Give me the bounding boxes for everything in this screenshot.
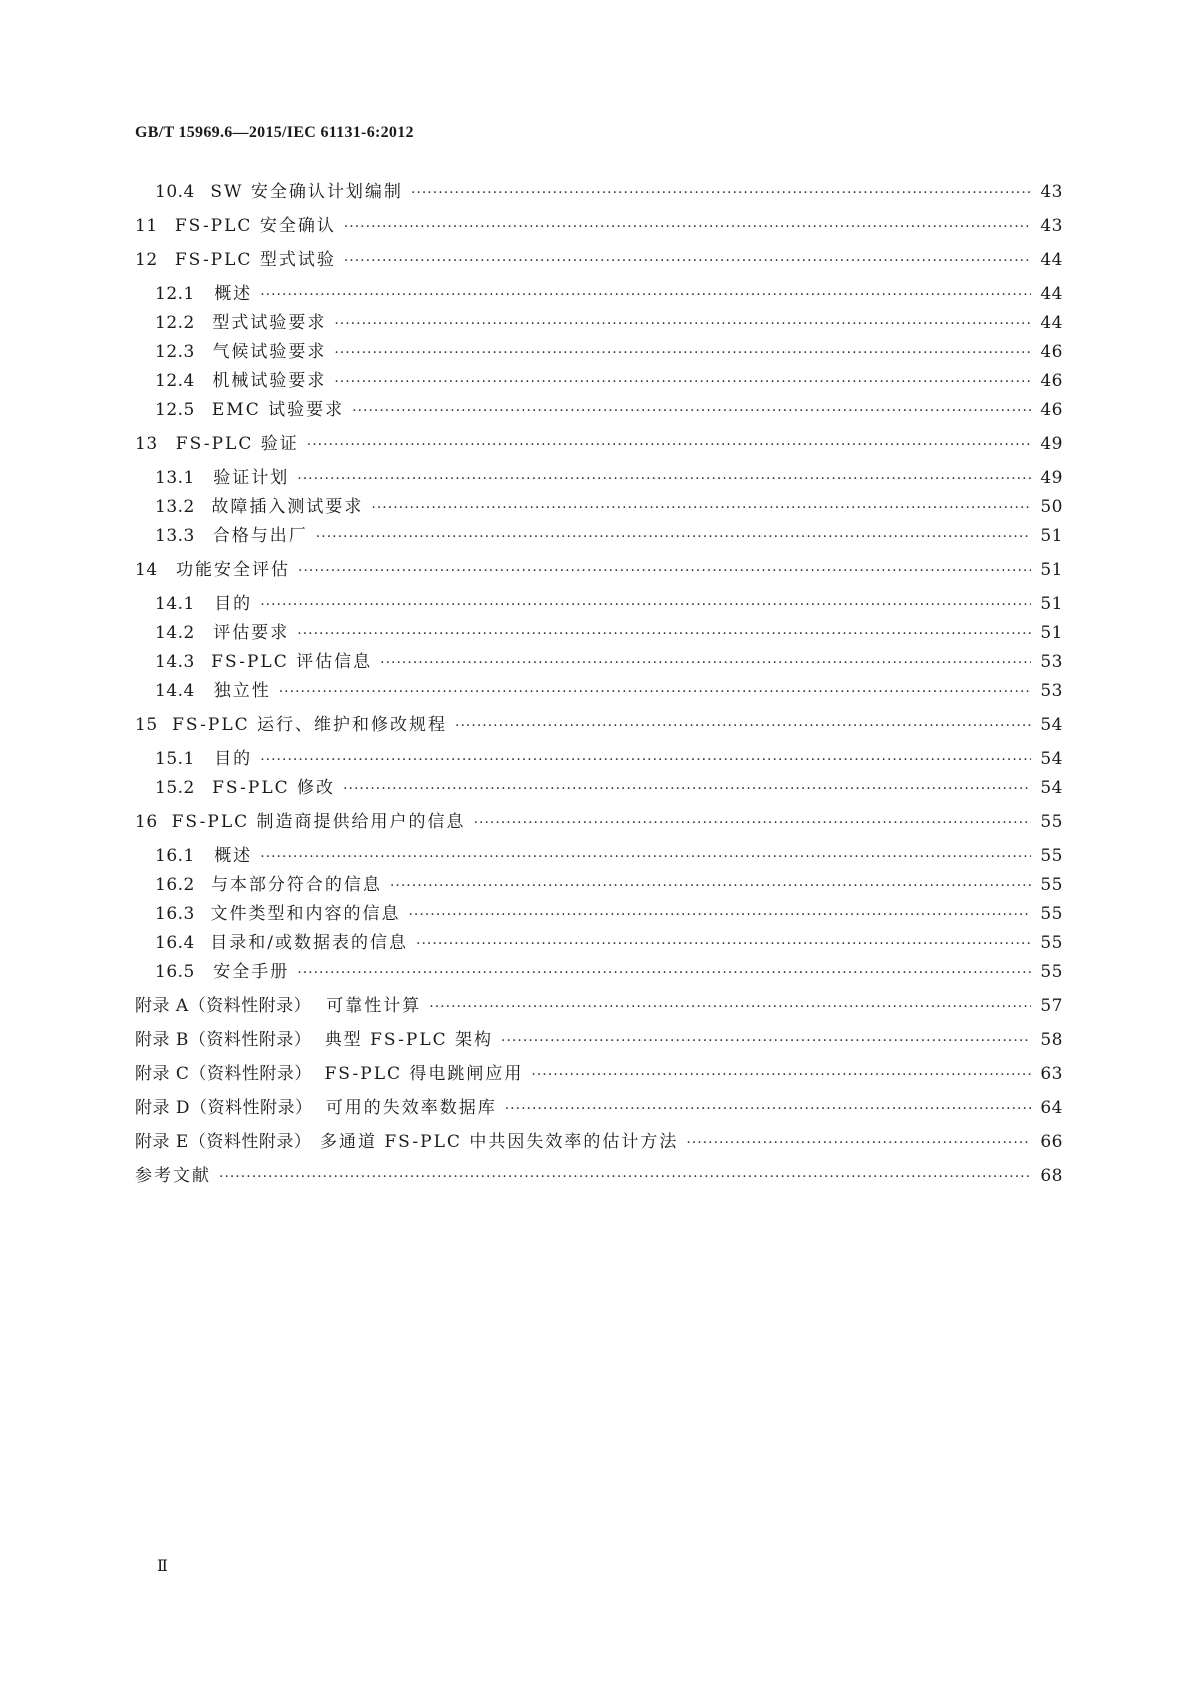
toc-entry-title: FS-PLC 型式试验	[174, 250, 336, 270]
toc-entry-title: 型式试验要求	[212, 313, 327, 333]
toc-entry-page: 54	[1040, 749, 1063, 769]
toc-entry-page: 55	[1040, 812, 1063, 832]
toc-entry-page: 55	[1040, 962, 1063, 982]
toc-entry[interactable]	[135, 1130, 1063, 1154]
toc-entry[interactable]	[135, 495, 1063, 519]
toc-leader-dots	[297, 961, 1031, 985]
toc-entry-page: 49	[1040, 468, 1063, 488]
toc-entry[interactable]	[135, 931, 1063, 955]
toc-entry-page: 53	[1040, 681, 1063, 701]
toc-entry-page: 53	[1040, 652, 1063, 672]
toc-entry-page: 55	[1040, 933, 1063, 953]
toc-entry-page: 46	[1040, 400, 1063, 420]
toc-entry-number: 14	[135, 560, 158, 580]
toc-entry-page: 51	[1040, 560, 1063, 580]
toc-entry-page: 49	[1040, 434, 1063, 454]
toc-entry-number: 12.2	[155, 313, 195, 333]
toc-entry-page: 51	[1040, 623, 1063, 643]
toc-entry-number: 15	[135, 715, 158, 735]
toc-entry-page: 55	[1040, 875, 1063, 895]
toc-leader-dots	[297, 622, 1031, 646]
toc-entry-page: 43	[1040, 182, 1063, 202]
toc-entry-page: 50	[1040, 497, 1063, 517]
toc-leader-dots	[260, 748, 1031, 772]
page-header-standard-id: GB/T 15969.6—2015/IEC 61131-6:2012	[135, 124, 414, 141]
toc-entry-title: 故障插入测试要求	[211, 497, 364, 517]
toc-entry-number: 13.3	[155, 526, 195, 546]
toc-entry[interactable]	[135, 1028, 1063, 1052]
page-number: Ⅱ	[157, 1558, 168, 1575]
toc-entry-number: 13.2	[155, 497, 195, 517]
toc-entry-number: 16.4	[155, 933, 195, 953]
toc-entry-title: 可用的失效率数据库	[325, 1098, 497, 1118]
toc-entry-title: FS-PLC 得电跳闸应用	[324, 1064, 524, 1084]
toc-entry[interactable]	[135, 776, 1063, 800]
toc-entry-page: 51	[1040, 594, 1063, 614]
toc-entry-number: 16.2	[155, 875, 195, 895]
toc-entry-title: 文件类型和内容的信息	[210, 904, 401, 924]
toc-entry-title: 合格与出厂	[212, 526, 308, 546]
toc-entry-number: 13.1	[155, 468, 195, 488]
toc-entry[interactable]	[135, 902, 1063, 926]
toc-entry-title: FS-PLC 安全确认	[174, 216, 336, 236]
toc-leader-dots	[501, 1029, 1031, 1053]
toc-entry-page: 51	[1040, 526, 1063, 546]
toc-entry-number: 附录 C（资料性附录）	[135, 1064, 312, 1084]
toc-entry-number: 12.1	[155, 284, 195, 304]
toc-entry-page: 44	[1040, 313, 1063, 333]
toc-entry-title: 目录和/或数据表的信息	[210, 933, 409, 953]
toc-entry-number: 11	[135, 216, 158, 236]
toc-leader-dots	[352, 399, 1031, 423]
toc-leader-dots	[279, 680, 1031, 704]
toc-entry-page: 43	[1040, 216, 1063, 236]
toc-leader-dots	[344, 249, 1031, 273]
toc-entry-page: 66	[1040, 1132, 1063, 1152]
toc-entry-title: 机械试验要求	[212, 371, 327, 391]
toc-entry[interactable]	[135, 282, 1063, 306]
toc-entry-title: 典型 FS-PLC 架构	[324, 1030, 494, 1050]
toc-leader-dots	[380, 651, 1031, 675]
toc-entry[interactable]	[135, 621, 1063, 645]
toc-entry-title: 概述	[214, 846, 253, 866]
toc-entry-page: 44	[1040, 284, 1063, 304]
toc-leader-dots	[334, 341, 1031, 365]
toc-leader-dots	[316, 525, 1031, 549]
toc-entry-title: 参考文献	[135, 1166, 211, 1186]
toc-entry-page: 68	[1040, 1166, 1063, 1186]
toc-leader-dots	[408, 903, 1031, 927]
toc-leader-dots	[260, 283, 1031, 307]
toc-leader-dots	[411, 181, 1031, 205]
toc-entry-title: FS-PLC 评估信息	[211, 652, 373, 672]
toc-entry[interactable]	[135, 873, 1063, 897]
toc-entry-page: 55	[1040, 846, 1063, 866]
toc-entry[interactable]	[135, 214, 1063, 238]
toc-entry-title: 与本部分符合的信息	[210, 875, 382, 895]
toc-entry[interactable]	[135, 466, 1063, 490]
toc-entry[interactable]	[135, 180, 1063, 204]
toc-entry[interactable]	[135, 398, 1063, 422]
toc-leader-dots	[390, 874, 1031, 898]
toc-entry[interactable]	[135, 679, 1063, 703]
toc-entry-page: 54	[1040, 715, 1063, 735]
toc-entry-number: 14.2	[155, 623, 195, 643]
toc-entry-page: 54	[1040, 778, 1063, 798]
toc-entry-page: 55	[1040, 904, 1063, 924]
toc-entry-title: 验证计划	[213, 468, 290, 488]
toc-entry[interactable]	[135, 369, 1063, 393]
toc-entry-number: 16.1	[155, 846, 195, 866]
toc-entry-page: 46	[1040, 342, 1063, 362]
toc-entry-page: 64	[1040, 1098, 1063, 1118]
toc-entry[interactable]	[135, 650, 1063, 674]
toc-entry[interactable]	[135, 1062, 1063, 1086]
toc-entry-title: 目的	[214, 594, 253, 614]
toc-entry-number: 附录 A（资料性附录）	[135, 996, 312, 1016]
toc-leader-dots	[334, 370, 1031, 394]
toc-entry-title: EMC 试验要求	[211, 400, 345, 420]
toc-leader-dots	[429, 995, 1031, 1019]
toc-entry[interactable]	[135, 713, 1063, 737]
toc-entry[interactable]	[135, 810, 1063, 834]
toc-leader-dots	[531, 1063, 1031, 1087]
toc-leader-dots	[505, 1097, 1031, 1121]
toc-entry-title: FS-PLC 运行、维护和修改规程	[172, 715, 448, 735]
toc-entry-number: 15.2	[155, 778, 195, 798]
toc-entry[interactable]	[135, 994, 1063, 1018]
toc-entry[interactable]	[135, 558, 1063, 582]
toc-entry-number: 12.5	[155, 400, 195, 420]
toc-entry-title: 气候试验要求	[212, 342, 327, 362]
toc-leader-dots	[416, 932, 1031, 956]
toc-entry[interactable]	[135, 524, 1063, 548]
toc-entry-number: 14.1	[155, 594, 195, 614]
toc-entry-title: FS-PLC 修改	[212, 778, 336, 798]
toc-entry-page: 44	[1040, 250, 1063, 270]
toc-entry-title: 独立性	[213, 681, 271, 701]
toc-entry-number: 12	[135, 250, 158, 270]
toc-leader-dots	[260, 593, 1031, 617]
toc-entry-number: 13	[135, 434, 158, 454]
toc-entry-number: 14.3	[155, 652, 195, 672]
toc-entry-number: 16.5	[155, 962, 195, 982]
toc-leader-dots	[474, 811, 1031, 835]
toc-entry[interactable]	[135, 311, 1063, 335]
toc-leader-dots	[307, 433, 1031, 457]
toc-leader-dots	[371, 496, 1031, 520]
toc-leader-dots	[298, 559, 1031, 583]
toc-entry[interactable]	[135, 960, 1063, 984]
toc-entry-title: 评估要求	[213, 623, 290, 643]
toc-entry-number: 14.4	[155, 681, 195, 701]
toc-entry-number: 附录 D（资料性附录）	[135, 1098, 313, 1118]
toc-entry-page: 57	[1040, 996, 1063, 1016]
toc-entry-number: 16	[135, 812, 158, 832]
toc-entry[interactable]	[135, 1096, 1063, 1120]
toc-leader-dots	[343, 777, 1031, 801]
toc-entry-title: 概述	[214, 284, 253, 304]
toc-leader-dots	[334, 312, 1031, 336]
toc-leader-dots	[455, 714, 1031, 738]
toc-entry[interactable]	[135, 1164, 1063, 1188]
toc-entry-title: 可靠性计算	[326, 996, 422, 1016]
toc-leader-dots	[686, 1131, 1031, 1155]
toc-entry[interactable]	[135, 592, 1063, 616]
toc-entry-title: FS-PLC 验证	[175, 434, 299, 454]
toc-entry-page: 58	[1040, 1030, 1063, 1050]
toc-entry-title: 功能安全评估	[176, 560, 291, 580]
toc-leader-dots	[297, 467, 1031, 491]
toc-entry-title: 安全手册	[213, 962, 290, 982]
toc-leader-dots	[344, 215, 1031, 239]
toc-entry-title: FS-PLC 制造商提供给用户的信息	[171, 812, 466, 832]
toc-entry[interactable]	[135, 432, 1063, 456]
toc-entry[interactable]	[135, 747, 1063, 771]
toc-entry-number: 12.4	[155, 371, 195, 391]
toc-entry-number: 15.1	[155, 749, 195, 769]
toc-entry-title: 目的	[214, 749, 253, 769]
toc-entry[interactable]	[135, 844, 1063, 868]
toc-entry-title: 多通道 FS-PLC 中共因失效率的估计方法	[319, 1132, 679, 1152]
toc-entry-number: 10.4	[155, 182, 195, 202]
toc-entry-number: 附录 E（资料性附录）	[135, 1132, 312, 1152]
toc-entry-page: 46	[1040, 371, 1063, 391]
toc-entry-title: SW 安全确认计划编制	[210, 182, 403, 202]
toc-entry[interactable]	[135, 248, 1063, 272]
toc-entry-number: 16.3	[155, 904, 195, 924]
toc-leader-dots	[219, 1165, 1031, 1189]
toc-leader-dots	[260, 845, 1031, 869]
toc-entry-number: 附录 B（资料性附录）	[135, 1030, 312, 1050]
toc-entry-number: 12.3	[155, 342, 195, 362]
toc-entry-page: 63	[1040, 1064, 1063, 1084]
toc-entry[interactable]	[135, 340, 1063, 364]
